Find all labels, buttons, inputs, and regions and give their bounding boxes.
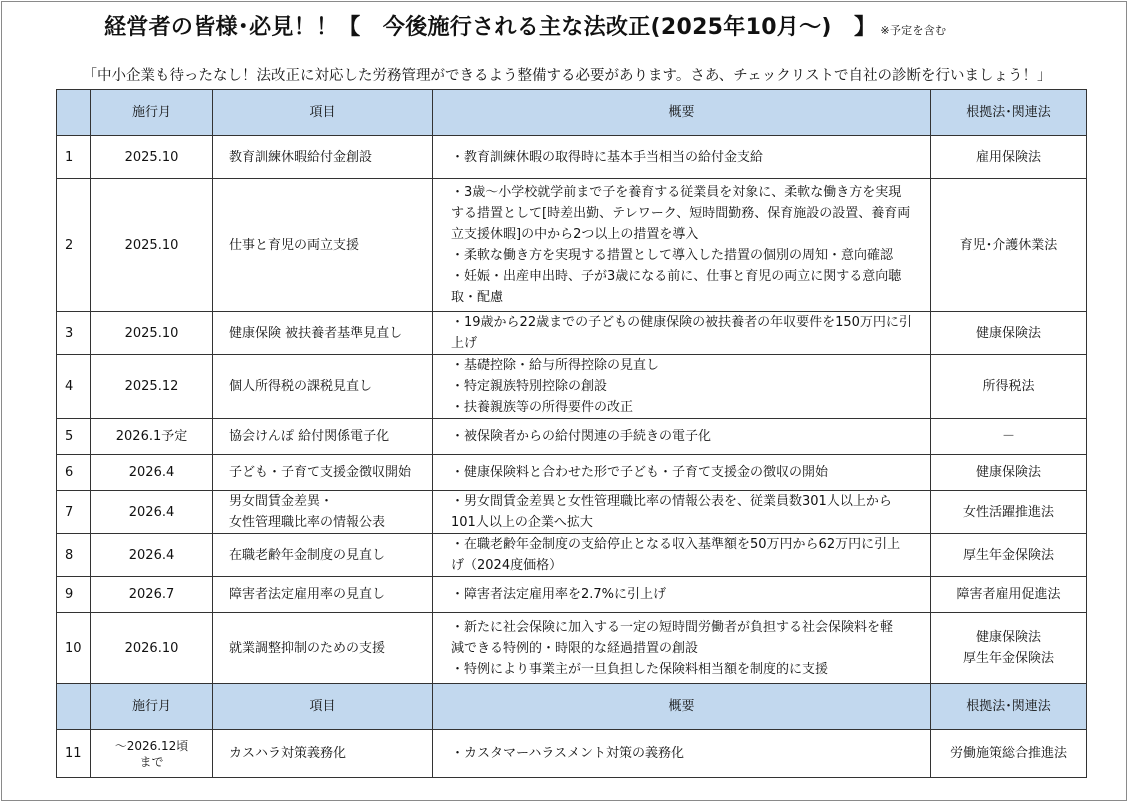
- law-table: [56, 89, 1087, 778]
- header2-summary: 概要: [433, 684, 931, 730]
- row-summary-line: 101人以上の企業へ拡大: [451, 515, 593, 530]
- table-row: [57, 491, 1087, 534]
- row-summary-line: げ（2024度価格）: [451, 558, 563, 573]
- row-item-line: 在職老齢年金制度の見直し: [229, 547, 386, 563]
- row-item-line: 子ども・子育て支援金徴収開始: [229, 465, 412, 480]
- row-summary: [433, 730, 931, 778]
- row-month: 2026.1予定: [91, 419, 213, 455]
- row-summary-line: ・男女間賃金差異と女性管理職比率の情報公表を、従業員数301人以上から: [451, 494, 892, 509]
- row-law-line: 障害者雇用促進法: [956, 587, 1061, 602]
- row-month: [91, 730, 213, 778]
- row-law: [931, 491, 1087, 534]
- row-summary-line: ・健康保険料と合わせた形で子ども・子育て支援金の徴収の開始: [451, 465, 829, 480]
- row-law-line: 所得税法: [982, 379, 1035, 394]
- row-item-line: 男女間賃金差異・: [229, 494, 334, 509]
- row-law-line: 育児･介護休業法: [959, 237, 1058, 253]
- row-item-line: 健康保険 被扶養者基準見直し: [229, 325, 403, 341]
- row-month-line: まで: [139, 754, 164, 769]
- header2-law: 根拠法･関連法: [931, 684, 1087, 730]
- row-summary-line: ・在職老齢年金制度の支給停止となる収入基準額を50万円から62万円に引上: [451, 537, 901, 552]
- row-summary: [433, 613, 931, 684]
- row-number: 5: [57, 419, 91, 455]
- row-number: 4: [57, 355, 91, 419]
- row-month: 2026.4: [91, 455, 213, 491]
- row-law: [931, 136, 1087, 179]
- row-summary: [433, 312, 931, 355]
- row-month: 2026.7: [91, 577, 213, 613]
- row-number: 1: [57, 136, 91, 179]
- row-month-line: ～2026.12頃: [114, 738, 189, 753]
- row-law: [931, 730, 1087, 778]
- row-item: [213, 613, 433, 684]
- row-item: [213, 136, 433, 179]
- row-summary: [433, 577, 931, 613]
- row-law: [931, 577, 1087, 613]
- row-item: [213, 419, 433, 455]
- row-law-line: 厚生年金保険法: [962, 547, 1054, 563]
- row-law: [931, 613, 1087, 684]
- row-number: 6: [57, 455, 91, 491]
- row-law: [931, 179, 1087, 312]
- row-law-line: 雇用保険法: [975, 149, 1041, 165]
- header2-month: 施行月: [91, 684, 213, 730]
- row-item: [213, 179, 433, 312]
- row-item-line: カスハラ対策義務化: [229, 746, 347, 761]
- table-row: [57, 179, 1087, 312]
- row-summary: [433, 534, 931, 577]
- header-summary: 概要: [433, 90, 931, 136]
- row-summary-line: 立支援休暇]の中から2つ以上の措置を導入: [451, 227, 699, 242]
- header-month: 施行月: [91, 90, 213, 136]
- header-item: 項目: [213, 90, 433, 136]
- law-table-body: [57, 90, 1087, 778]
- row-summary-line: ・妊娠・出産申出時、子が3歳になる前に、仕事と育児の両立に関する意向聴: [451, 269, 902, 284]
- table-row: [57, 136, 1087, 179]
- row-law: [931, 355, 1087, 419]
- row-item-line: 協会けんぽ 給付関係電子化: [229, 429, 390, 444]
- lead-text: 「中小企業も待ったなし！法改正に対応した労務管理ができるよう整備する必要があります。さあ、チェックリストで自社の診断を行いましょう！」: [82, 68, 1052, 84]
- row-number: 10: [57, 613, 91, 684]
- row-month: 2026.10: [91, 613, 213, 684]
- row-summary: [433, 455, 931, 491]
- row-month: 2025.10: [91, 312, 213, 355]
- row-summary-line: ・特例により事業主が一旦負担した保険料相当額を制度的に支援: [451, 661, 829, 677]
- table-row: [57, 534, 1087, 577]
- row-summary-line: ・特定親族特別控除の創設: [451, 379, 608, 394]
- row-law: [931, 312, 1087, 355]
- row-number: 8: [57, 534, 91, 577]
- row-summary-line: 上げ: [451, 336, 478, 351]
- row-number: 9: [57, 577, 91, 613]
- row-number: 3: [57, 312, 91, 355]
- row-summary: [433, 419, 931, 455]
- row-law: [931, 534, 1087, 577]
- row-item: [213, 312, 433, 355]
- page-title: [104, 10, 1104, 41]
- row-summary-line: 取・配慮: [451, 290, 504, 305]
- table-row: [57, 613, 1087, 684]
- table-row: [57, 355, 1087, 419]
- row-item: [213, 355, 433, 419]
- row-summary-line: ・基礎控除・給与所得控除の見直し: [451, 358, 660, 373]
- row-item-line: 個人所得税の課税見直し: [229, 379, 373, 394]
- row-summary: [433, 355, 931, 419]
- row-month: 2025.12: [91, 355, 213, 419]
- row-item: [213, 730, 433, 778]
- table-row: [57, 730, 1087, 778]
- row-item-line: 女性管理職比率の情報公表: [229, 515, 386, 530]
- row-summary-line: ・被保険者からの給付関連の手続きの電子化: [451, 429, 712, 444]
- row-item-line: 仕事と育児の両立支援: [229, 237, 360, 253]
- row-number: 7: [57, 491, 91, 534]
- table-row: [57, 455, 1087, 491]
- row-summary-line: ・扶養親族等の所得要件の改正: [451, 400, 634, 415]
- row-item-line: 就業調整抑制のための支援: [229, 640, 386, 656]
- row-item: [213, 455, 433, 491]
- row-law-line: 女性活躍推進法: [962, 504, 1054, 520]
- row-summary-line: ・新たに社会保険に加入する一定の短時間労働者が負担する社会保険料を軽: [451, 619, 894, 635]
- row-item: [213, 534, 433, 577]
- row-month: 2025.10: [91, 136, 213, 179]
- row-summary-line: ・19歳から22歳までの子どもの健康保険の被扶養者の年収要件を150万円に引: [451, 315, 912, 330]
- row-law-line: 健康保険法: [975, 325, 1041, 341]
- row-law: [931, 455, 1087, 491]
- row-summary-line: ・柔軟な働き方を実現する措置として導入した措置の個別の周知・意向確認: [451, 248, 894, 263]
- table-header-row: [57, 90, 1087, 136]
- title-text: 経営者の皆様･必見！！【 今後施行される主な法改正(2025年10月～) 】: [104, 15, 877, 40]
- row-law-line: 厚生年金保険法: [962, 651, 1054, 666]
- row-item: [213, 577, 433, 613]
- table-row: [57, 419, 1087, 455]
- row-law-line: －: [1001, 429, 1015, 444]
- table-row: [57, 577, 1087, 613]
- row-item-line: 教育訓練休暇給付金創設: [229, 149, 373, 165]
- row-summary-line: ・カスタマーハラスメント対策の義務化: [451, 746, 684, 761]
- row-summary-line: 減できる特例的・時限的な経過措置の創設: [451, 640, 699, 656]
- row-month: 2026.4: [91, 491, 213, 534]
- row-law-line: 健康保険法: [975, 630, 1041, 645]
- table-header-row-2: [57, 684, 1087, 730]
- row-summary: [433, 136, 931, 179]
- row-summary: [433, 179, 931, 312]
- header-law: 根拠法･関連法: [931, 90, 1087, 136]
- row-item-line: 障害者法定雇用率の見直し: [229, 587, 386, 602]
- row-summary-line: ・3歳～小学校就学前まで子を養育する従業員を対象に、柔軟な働き方を実現: [451, 185, 902, 200]
- row-law-line: 労働施策総合推進法: [949, 746, 1067, 761]
- header-no: [57, 90, 91, 136]
- row-law: [931, 419, 1087, 455]
- header2-item: 項目: [213, 684, 433, 730]
- table-row: [57, 312, 1087, 355]
- row-summary-line: する措置として[時差出勤、テレワーク、短時間勤務、保育施設の設置、養育両: [451, 206, 911, 221]
- row-summary: [433, 491, 931, 534]
- header2-no: [57, 684, 91, 730]
- row-summary-line: ・障害者法定雇用率を2.7%に引上げ: [451, 587, 667, 602]
- row-number: 11: [57, 730, 91, 778]
- row-summary-line: ・教育訓練休暇の取得時に基本手当相当の給付金支給: [451, 149, 764, 165]
- row-month: 2025.10: [91, 179, 213, 312]
- row-item: [213, 491, 433, 534]
- row-month: 2026.4: [91, 534, 213, 577]
- title-note: ※予定を含む: [880, 24, 947, 37]
- row-number: 2: [57, 179, 91, 312]
- row-law-line: 健康保険法: [975, 465, 1041, 480]
